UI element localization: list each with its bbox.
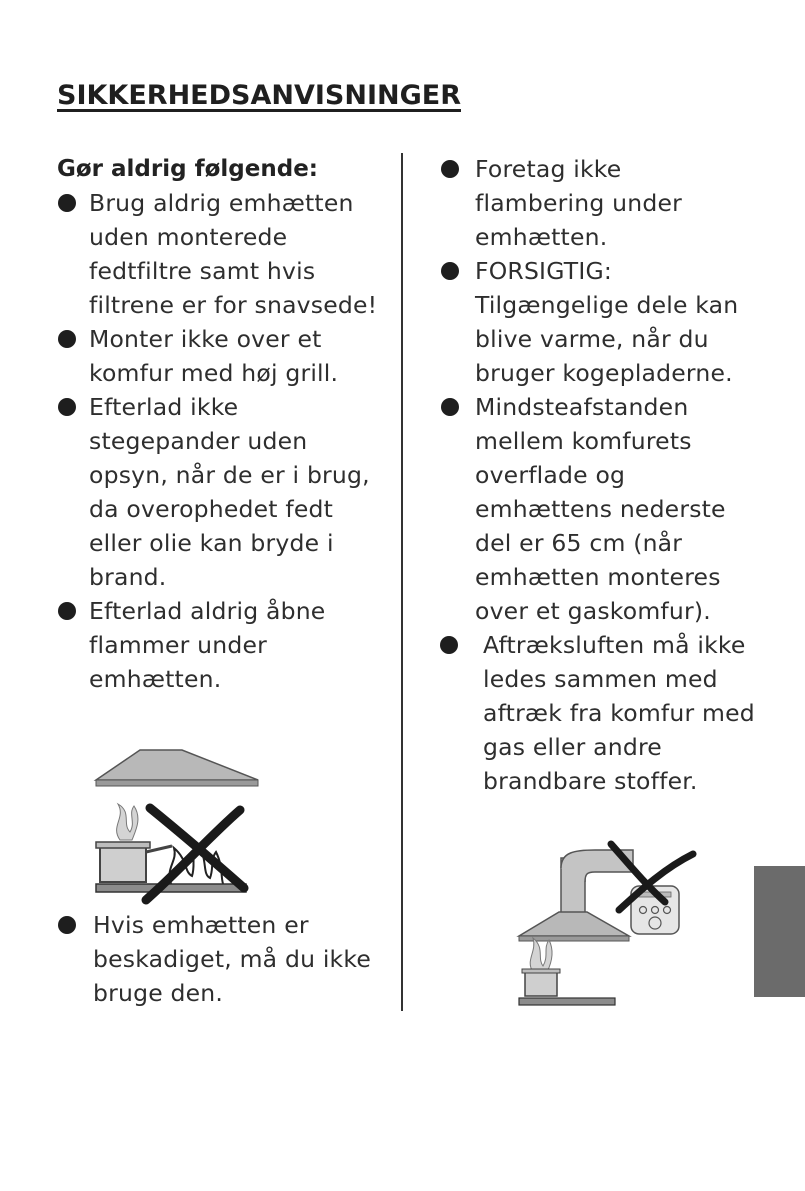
never-do-list	[57, 186, 387, 696]
bullet-icon	[58, 398, 76, 416]
never-do-heading: Gør aldrig følgende:	[57, 156, 318, 182]
column-divider	[401, 153, 403, 1011]
right-column	[437, 152, 757, 798]
bullet-icon	[58, 330, 76, 348]
open-flame-under-hood-illustration	[92, 748, 262, 908]
list-item	[57, 390, 387, 594]
smoke-icon	[530, 938, 552, 972]
bullet-icon	[441, 160, 459, 178]
list-item-text: FORSIGTIG: Tilgængelige dele kan blive varme, når du bruger kogepladerne.	[475, 257, 739, 387]
list-item-text: Efterlad aldrig åbne flammer under emhætten.	[89, 597, 326, 693]
bullet-icon	[441, 262, 459, 280]
list-item	[57, 322, 387, 390]
pot-icon	[522, 969, 560, 996]
bullet-icon	[58, 916, 76, 934]
list-item-text: Brug aldrig emhætten uden monterede fedtfiltre samt hvis filtrene er for snavsede!	[89, 189, 378, 319]
list-item	[57, 908, 387, 1010]
list-item-text: Aftræksluften må ikke ledes sammen med aftræk fra komfur med gas eller andre brandbare stoffer.	[483, 631, 755, 795]
duct-to-gas-boiler-illustration	[515, 838, 705, 1013]
list-item	[437, 152, 757, 254]
cooktop-icon	[519, 998, 615, 1005]
bullet-icon	[441, 398, 459, 416]
list-item	[57, 186, 387, 322]
list-item-text: Efterlad ikke stegepander uden opsyn, når de er i brug, da overophedet fedt eller olie kan bryde i brand.	[89, 393, 370, 591]
hood-icon	[519, 912, 629, 941]
section-tab	[754, 866, 805, 997]
list-item-text: Hvis emhætten er beskadiget, må du ikke bruge den.	[93, 911, 372, 1007]
left-column-after	[57, 908, 387, 1010]
bullet-icon	[58, 194, 76, 212]
precautions-list	[437, 152, 757, 798]
list-item	[437, 254, 757, 390]
list-item-text: Monter ikke over et komfur med høj grill.	[89, 325, 339, 387]
list-item	[437, 628, 757, 798]
cooktop-icon	[96, 884, 246, 892]
pot-icon	[96, 842, 172, 882]
left-column	[57, 152, 387, 696]
page-title: SIKKERHEDSANVISNINGER	[57, 80, 461, 111]
hood-icon	[96, 750, 258, 786]
list-item	[437, 390, 757, 628]
list-item	[57, 594, 387, 696]
bullet-icon	[58, 602, 76, 620]
list-item-text: Foretag ikke flambering under emhætten.	[475, 155, 682, 251]
list-item-text: Mindsteafstanden mellem komfurets overflade og emhættens nederste del er 65 cm (når emhætten monteres over et gaskomfur).	[475, 393, 726, 625]
damaged-hood-list	[57, 908, 387, 1010]
bullet-icon	[440, 636, 458, 654]
smoke-icon	[117, 804, 138, 840]
